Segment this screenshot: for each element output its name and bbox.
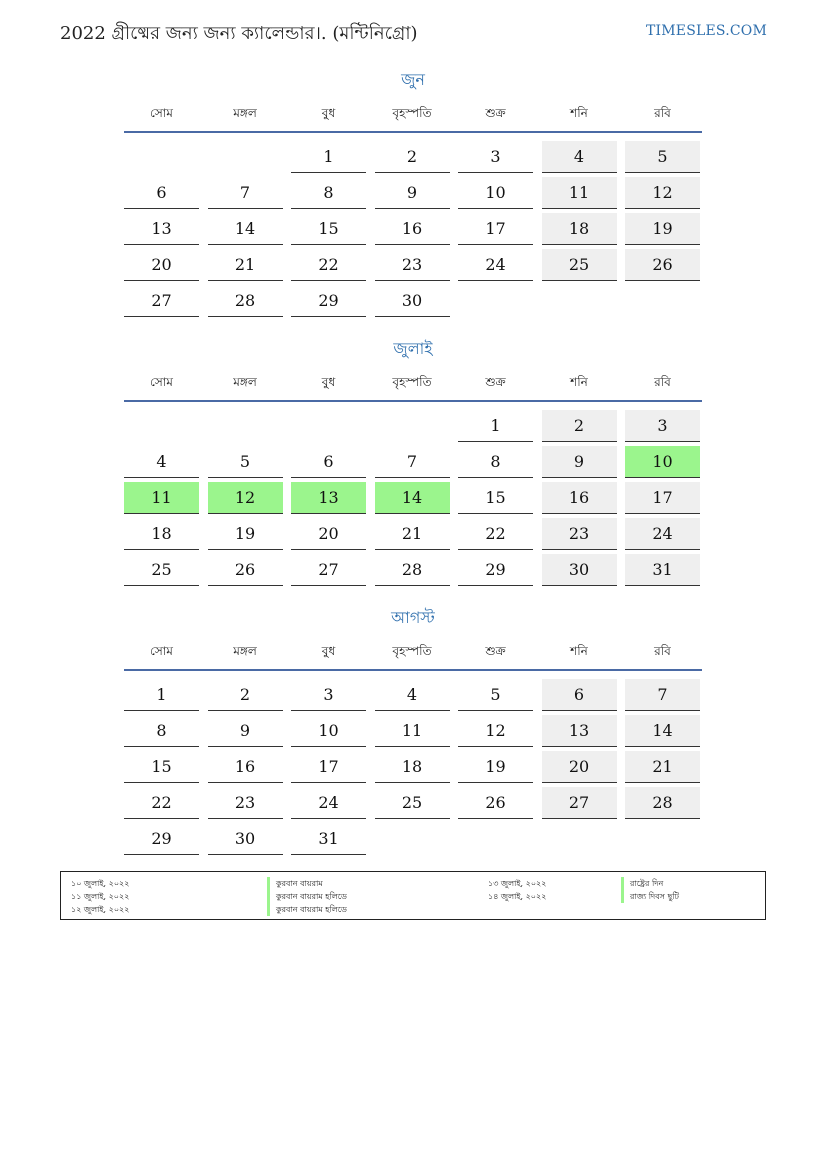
- weekday-label: বৃহস্পতি: [392, 644, 432, 658]
- header-rule: [124, 131, 702, 133]
- day-cell: 24: [625, 518, 700, 550]
- weekday-label: বুধ: [321, 644, 336, 658]
- day-cell: 6: [542, 679, 617, 711]
- day-cell: 23: [375, 249, 450, 281]
- day-cell: 11: [375, 715, 450, 747]
- day-cell: 10: [625, 446, 700, 478]
- empty-cell: [208, 141, 283, 173]
- weekday-label: সোম: [150, 375, 173, 389]
- weekday-header: [124, 364, 702, 400]
- legend-holiday-name: কুরবান বায়রাম হলিডে: [267, 890, 347, 903]
- day-cell: 15: [458, 482, 533, 514]
- weekday-label: শুক্র: [485, 375, 506, 389]
- site-link[interactable]: TIMESLES.COM: [646, 23, 767, 39]
- day-cell: 15: [291, 213, 366, 245]
- weekday-label: সোম: [150, 106, 173, 120]
- day-cell: 29: [124, 823, 199, 855]
- day-cell: 25: [542, 249, 617, 281]
- day-cell: 21: [208, 249, 283, 281]
- month-title: জুন: [401, 70, 425, 89]
- day-cell: 30: [542, 554, 617, 586]
- day-cell: 10: [458, 177, 533, 209]
- day-cell: 17: [291, 751, 366, 783]
- legend-holiday-name: কুরবান বায়রাম হলিডে: [267, 903, 347, 916]
- month-calendar: [124, 603, 702, 855]
- day-cell: 18: [542, 213, 617, 245]
- weekday-label: বৃহস্পতি: [392, 106, 432, 120]
- day-cell: 8: [124, 715, 199, 747]
- day-cell: 11: [124, 482, 199, 514]
- day-cell: 27: [542, 787, 617, 819]
- day-cell: 12: [625, 177, 700, 209]
- day-cell: 6: [291, 446, 366, 478]
- legend-date: ১২ জুলাই, ২০২২: [71, 905, 130, 914]
- day-cell: 30: [208, 823, 283, 855]
- weekday-label: বুধ: [321, 375, 336, 389]
- day-cell: 28: [208, 285, 283, 317]
- day-cell: 29: [291, 285, 366, 317]
- days-grid: [124, 675, 702, 855]
- day-cell: 28: [375, 554, 450, 586]
- day-cell: 13: [291, 482, 366, 514]
- day-cell: 7: [375, 446, 450, 478]
- weekday-header: [124, 95, 702, 131]
- day-cell: 11: [542, 177, 617, 209]
- legend-holiday-name: কুরবান বায়রাম: [267, 877, 323, 890]
- legend-holiday-name: রাষ্ট্রের দিন: [621, 877, 663, 890]
- day-cell: 6: [124, 177, 199, 209]
- day-cell: 5: [625, 141, 700, 173]
- month-calendar: [124, 334, 702, 586]
- day-cell: 14: [375, 482, 450, 514]
- day-cell: 14: [625, 715, 700, 747]
- day-cell: 8: [291, 177, 366, 209]
- days-grid: [124, 137, 702, 317]
- holiday-legend: [60, 871, 766, 920]
- day-cell: 23: [542, 518, 617, 550]
- day-cell: 12: [208, 482, 283, 514]
- days-grid: [124, 406, 702, 586]
- day-cell: 2: [542, 410, 617, 442]
- day-cell: 19: [625, 213, 700, 245]
- month-calendar: [124, 65, 702, 317]
- day-cell: 17: [625, 482, 700, 514]
- weekday-label: রবি: [654, 106, 671, 120]
- day-cell: 17: [458, 213, 533, 245]
- day-cell: 2: [208, 679, 283, 711]
- day-cell: 3: [625, 410, 700, 442]
- weekday-label: বুধ: [321, 106, 336, 120]
- day-cell: 18: [124, 518, 199, 550]
- weekday-label: শনি: [570, 106, 588, 120]
- day-cell: 26: [458, 787, 533, 819]
- day-cell: 13: [542, 715, 617, 747]
- weekday-label: সোম: [150, 644, 173, 658]
- weekday-label: শুক্র: [485, 644, 506, 658]
- day-cell: 20: [124, 249, 199, 281]
- empty-cell: [124, 410, 199, 442]
- day-cell: 16: [208, 751, 283, 783]
- day-cell: 23: [208, 787, 283, 819]
- weekday-label: মঙ্গল: [233, 106, 257, 120]
- day-cell: 14: [208, 213, 283, 245]
- legend-date: ১০ জুলাই, ২০২২: [71, 879, 130, 888]
- day-cell: 19: [458, 751, 533, 783]
- day-cell: 5: [208, 446, 283, 478]
- day-cell: 31: [625, 554, 700, 586]
- day-cell: 10: [291, 715, 366, 747]
- day-cell: 9: [542, 446, 617, 478]
- day-cell: 15: [124, 751, 199, 783]
- day-cell: 26: [625, 249, 700, 281]
- month-title: জুলাই: [393, 339, 433, 358]
- day-cell: 31: [291, 823, 366, 855]
- day-cell: 16: [542, 482, 617, 514]
- day-cell: 24: [458, 249, 533, 281]
- day-cell: 27: [124, 285, 199, 317]
- day-cell: 25: [124, 554, 199, 586]
- day-cell: 1: [124, 679, 199, 711]
- day-cell: 25: [375, 787, 450, 819]
- day-cell: 9: [375, 177, 450, 209]
- weekday-label: শনি: [570, 644, 588, 658]
- weekday-label: রবি: [654, 375, 671, 389]
- header-rule: [124, 669, 702, 671]
- day-cell: 24: [291, 787, 366, 819]
- day-cell: 16: [375, 213, 450, 245]
- day-cell: 18: [375, 751, 450, 783]
- day-cell: 20: [291, 518, 366, 550]
- day-cell: 7: [208, 177, 283, 209]
- day-cell: 22: [124, 787, 199, 819]
- day-cell: 5: [458, 679, 533, 711]
- legend-date: ১৪ জুলাই, ২০২২: [488, 892, 547, 901]
- legend-holiday-name: রাজ্য দিবস ছুটি: [621, 890, 679, 903]
- weekday-header: [124, 633, 702, 669]
- weekday-label: রবি: [654, 644, 671, 658]
- day-cell: 3: [291, 679, 366, 711]
- day-cell: 1: [458, 410, 533, 442]
- weekday-label: শুক্র: [485, 106, 506, 120]
- day-cell: 21: [625, 751, 700, 783]
- day-cell: 26: [208, 554, 283, 586]
- day-cell: 13: [124, 213, 199, 245]
- day-cell: 4: [375, 679, 450, 711]
- day-cell: 30: [375, 285, 450, 317]
- page-title: 2022 গ্রীষ্মের জন্য জন্য ক্যালেন্ডার।. (মন্টিনিগ্রো): [60, 23, 418, 44]
- day-cell: 4: [124, 446, 199, 478]
- day-cell: 12: [458, 715, 533, 747]
- day-cell: 29: [458, 554, 533, 586]
- day-cell: 2: [375, 141, 450, 173]
- day-cell: 20: [542, 751, 617, 783]
- legend-date: ১৩ জুলাই, ২০২২: [488, 879, 547, 888]
- empty-cell: [375, 410, 450, 442]
- day-cell: 21: [375, 518, 450, 550]
- header-rule: [124, 400, 702, 402]
- empty-cell: [291, 410, 366, 442]
- month-title: আগস্ট: [391, 608, 435, 627]
- day-cell: 9: [208, 715, 283, 747]
- day-cell: 3: [458, 141, 533, 173]
- day-cell: 8: [458, 446, 533, 478]
- weekday-label: শনি: [570, 375, 588, 389]
- legend-date: ১১ জুলাই, ২০২২: [71, 892, 130, 901]
- day-cell: 19: [208, 518, 283, 550]
- day-cell: 22: [291, 249, 366, 281]
- weekday-label: মঙ্গল: [233, 375, 257, 389]
- weekday-label: মঙ্গল: [233, 644, 257, 658]
- day-cell: 22: [458, 518, 533, 550]
- day-cell: 4: [542, 141, 617, 173]
- weekday-label: বৃহস্পতি: [392, 375, 432, 389]
- day-cell: 1: [291, 141, 366, 173]
- day-cell: 27: [291, 554, 366, 586]
- empty-cell: [208, 410, 283, 442]
- empty-cell: [124, 141, 199, 173]
- day-cell: 7: [625, 679, 700, 711]
- day-cell: 28: [625, 787, 700, 819]
